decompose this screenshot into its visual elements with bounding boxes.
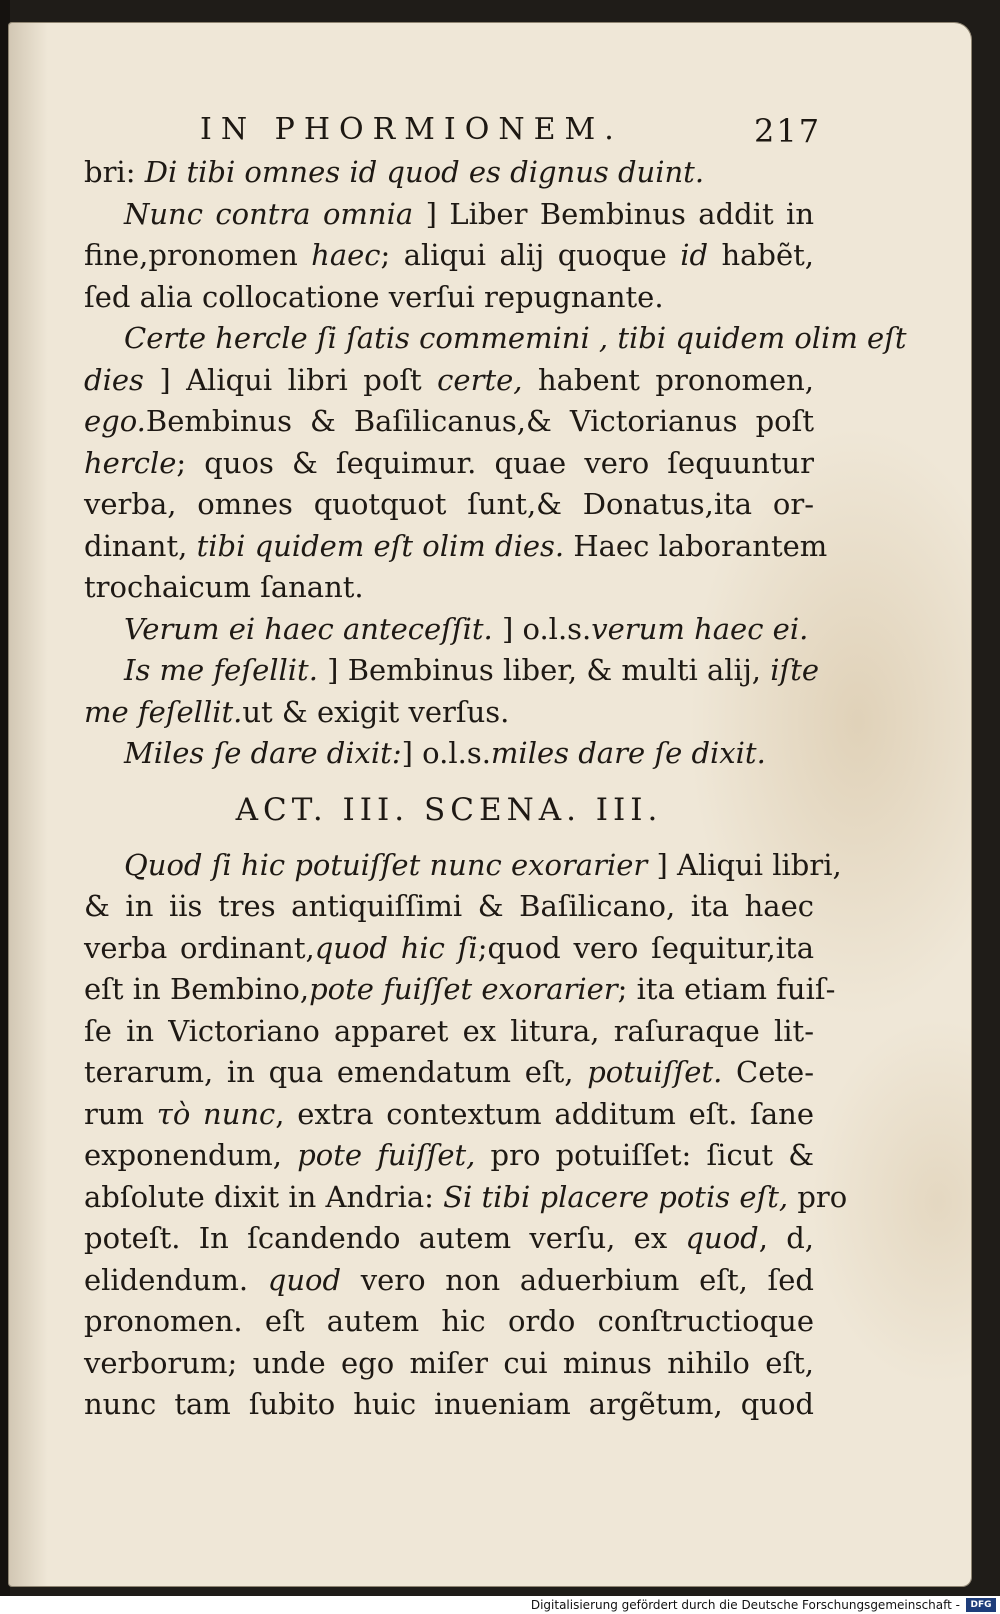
italic-lemma: ego. [84,404,146,438]
text-line [84,235,814,277]
italic-lemma: haec [311,238,381,272]
roman-text: habẽt, [708,238,815,272]
roman-text: , d, [758,1221,815,1255]
roman-text: verba ordinant, [84,930,315,965]
text-line [84,692,814,734]
italic-lemma: Certe hercle ſi ſatis commemini , tibi quidem olim eſt [124,321,907,355]
italic-lemma: iſte [770,653,820,687]
roman-text: eſt in Bembino, [84,972,310,1006]
text-line [84,650,820,692]
roman-text: dinant, [84,528,197,563]
italic-lemma: Is me feſellit. [124,653,318,687]
text-line [84,969,836,1011]
text-line [84,484,814,526]
roman-text: ; quos & ſequimur. quae vero ſequuntur [176,445,814,480]
roman-text: trochaicum ſanant. [84,570,364,604]
italic-lemma: id [680,238,709,272]
roman-text: ; aliqui alij quoque [380,238,681,272]
italic-lemma: Di tibi omnes id quod es dignus duint. [144,155,705,189]
italic-lemma: tibi quidem eſt olim dies. [196,528,565,563]
text-line [84,928,814,970]
roman-text: ;quod vero ſequitur,ita [477,930,814,965]
italic-lemma: verum haec ei. [591,611,809,646]
text-line [84,845,842,887]
page-number: 217 [754,112,822,150]
roman-text: bri: [84,155,145,189]
italic-lemma: quod hic ſi [314,930,478,965]
text-line [84,277,814,319]
roman-text: & in iis tres antiquiſſimi & Baſilicano, ita haec [84,889,814,923]
text-line [84,1052,814,1094]
roman-text: ] o.l.s. [401,736,491,770]
text-line [84,609,814,651]
roman-text: ] Bembinus liber, & multi alij, [317,653,771,687]
roman-text: habent pronomen, [522,362,815,397]
text-line [84,1384,814,1426]
text-line [84,1218,814,1260]
italic-lemma: me feſellit. [84,694,243,729]
text-line [84,1177,848,1219]
roman-text: verborum; unde ego miſer cui minus nihilo eſt, [84,1345,814,1380]
roman-text: verba, omnes quotquot ſunt,& Donatus,ita or- [84,487,814,521]
roman-text: nunc tam ſubito huic inueniam argẽtum, quod [84,1387,814,1421]
roman-text: ſe in Victoriano apparet ex litura, raſuraque lit- [84,1013,814,1048]
roman-text: elidendum. [84,1262,268,1297]
text-line [84,443,814,485]
text-line [84,1301,814,1343]
roman-text: ] Aliqui libri poſt [143,362,438,397]
italic-lemma: certe, [437,362,523,397]
roman-text: Haec laborantem [564,528,828,563]
commentary-block-scene-3-notes [84,845,848,1426]
italic-lemma: dies [84,362,144,397]
roman-text: Bembinus & Baſilicanus,& Victorianus poſt [145,404,814,438]
text-line [84,526,828,568]
roman-text: ] Liber Bembinus addit in [413,196,815,231]
text-line [84,1094,814,1136]
roman-text: ſed alia collocatione verſui repugnante. [84,279,664,314]
italic-lemma: quod [685,1221,759,1255]
text-line [84,567,814,609]
dfg-logo: DFG [966,1598,996,1612]
roman-text: rum [84,1096,157,1131]
roman-text: pro [788,1179,848,1214]
text-line [84,318,907,360]
italic-lemma: Verum ei haec anteceſſit. [124,611,493,646]
running-title: IN PHORMIONEM. [200,112,623,147]
italic-lemma: Quod ſi hic potuiſſet nunc exorarier [124,847,648,882]
text-line [84,733,814,775]
text-line [84,360,814,402]
text-line [84,886,814,928]
funding-credit: Digitalisierung gefördert durch die Deutsche Forschungsgemeinschaft - [530,1598,960,1612]
text-line [84,1260,814,1302]
roman-text: exponendum, [84,1138,298,1172]
roman-text: Cete- [722,1055,814,1089]
roman-text: poteſt. In ſcandendo autem verſu, ex [84,1221,686,1255]
italic-lemma: Nunc contra omnia [124,196,414,231]
italic-lemma: Si tibi placere potis eſt, [443,1179,789,1214]
italic-lemma: Miles ſe dare dixit: [124,736,402,770]
roman-text: , extra contextum additum eſt. ſane [275,1096,815,1131]
italic-lemma: τὸ nunc [156,1096,276,1131]
italic-lemma: quod [267,1262,342,1297]
text-line [84,1135,814,1177]
commentary-block-scene-2-notes [84,152,907,775]
roman-text: abſolute dixit in Andria: [84,1179,444,1214]
italic-lemma: pote fuiſſet, [297,1138,476,1172]
text-line [84,1011,814,1053]
italic-lemma: miles dare ſe dixit. [490,736,766,770]
italic-lemma: pote fuiſſet exorarier [309,972,618,1006]
text-line [84,152,814,194]
roman-text: pronomen. eſt autem hic ordo conſtructioque [84,1304,814,1338]
scene-heading: ACT. III. SCENA. III. [235,791,663,828]
italic-lemma: potuiſſet. [587,1055,723,1089]
roman-text: fine,pronomen [84,238,312,272]
text-line [84,401,814,443]
commentary-text [84,152,907,1426]
running-head [0,112,1000,156]
roman-text: ] o.l.s. [492,611,592,646]
roman-text: ; ita etiam fuiſ- [617,972,836,1006]
roman-text: vero non aduerbium eſt, ſed [341,1262,815,1297]
italic-lemma: hercle [84,445,177,480]
text-line [84,194,814,236]
text-line [84,1343,814,1385]
roman-text: pro potuiſſet: ſicut & [475,1138,815,1172]
digitization-footer [0,1596,1000,1614]
roman-text: ut & exigit verſus. [242,694,510,729]
roman-text: ] Aliqui libri, [647,847,842,882]
roman-text: terarum, in qua emendatum eſt, [84,1055,588,1089]
